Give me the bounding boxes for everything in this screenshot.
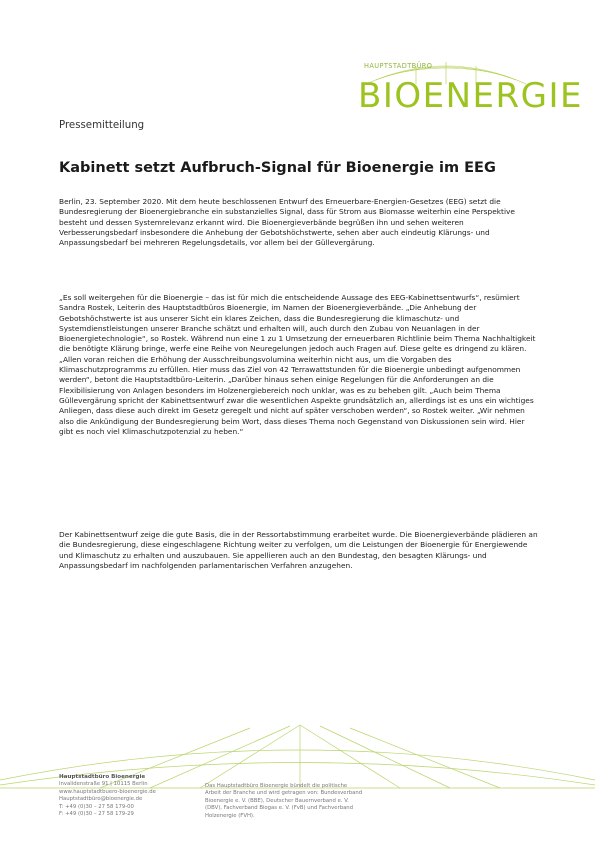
bioenergie-logo bbox=[356, 56, 583, 134]
press-release-label: Pressemitteilung bbox=[59, 120, 145, 131]
paragraph-1: Berlin, 23. September 2020. Mit dem heute beschlossenen Entwurf des Erneuerbare-Energien-Gesetzes (EEG) setzt die Bundesregierung der Bioenergiebranche ein substanzielles Signal, dass für Strom aus Biomasse weiterhin eine Perspektive besteht und dessen Systemrelevanz erkannt wird. Die Bioenergieverbände begrüßen ihn und sehen weiteren Verbesserungsbedarf insbesondere die Anhebung der Gebotshöchstwerte, sehen aber auch eindeutig Klärungs- und Anpassungsbedarf bei mehreren Regelungsdetails, vor allem bei der Güllevergärung. bbox=[59, 197, 515, 248]
footer-about-line: Arbeit der Branche und wird getragen von: Bundesverband bbox=[205, 790, 363, 797]
footer-about-line: (DBV), Fachverband Biogas e. V. (FvB) und Fachverband bbox=[205, 805, 354, 812]
footer-about-line: Holzenergie (FVH). bbox=[205, 812, 255, 819]
footer-email[interactable]: Hauptstadtbüro@bioenergie.de bbox=[59, 796, 143, 803]
logo-big-text: BIOENERGIE bbox=[358, 76, 583, 116]
footer-phone: T: +49 (0)30 – 27 58 179-00 bbox=[59, 803, 134, 810]
footer-title: Hauptstadtbüro Bioenergie bbox=[59, 774, 146, 780]
footer-about bbox=[205, 783, 385, 820]
headline: Kabinett setzt Aufbruch-Signal für Bioenergie im EEG bbox=[59, 160, 496, 176]
footer-website[interactable]: www.hauptstadtbuero-bioenergie.de bbox=[59, 788, 156, 795]
footer-fax: F: +49 (0)30 – 27 58 179-29 bbox=[59, 811, 134, 818]
footer-address: Invalidenstraße 91 | 10115 Berlin bbox=[59, 781, 148, 788]
paragraph-3: Der Kabinettsentwurf zeige die gute Basis, die in der Ressortabstimmung erarbeitet wurde. Die Bioenergieverbände plädieren an die Bundesregierung, diese eingeschlagene Richtung weiter zu verfolgen, um die Leistungen der Bioenergie für Energiewende und Klimaschutz zu erhalten und auszubauen. Sie appellieren auch an den Bundestag, den besagten Klärungs- und Anpassungsbedarf im nachfolgenden parlamentarischen Verfahren anzugehen. bbox=[59, 530, 538, 570]
footer-contact bbox=[59, 774, 199, 818]
paragraph-2: „Es soll weitergehen für die Bioenergie – das ist für mich die entscheidende Aussage des EEG-Kabinettsentwurfs“, resümiert Sandra Rostek, Leiterin des Hauptstadtbüros Bioenergie, im Namen der Bioenergieverbände. „Die Anhebung der Gebotshöchstwerte ist aus unserer Sicht ein klares Zeichen, dass die Bundesregierung die klimaschutz- und Systemdienstleistungen unserer Branche schätzt und erhalten will, auch durch den Zubau von Neuanlagen in der Bioenergietechnologie“, so Rostek. Während nun eine 1 zu 1 Umsetzung der erneuerbaren Richtlinie beim Thema Nachhaltigkeit die benötigte Klärung bringe, werfe eine Reihe von Neuregelungen jedoch auch Fragen auf. Diese gelte es dringend zu klären. „Allen voran reichen die Erhöhung der Ausschreibungsvolumina weiterhin nicht aus, um die Vorgaben des Klimaschutzprogramms zu erfüllen. Hier muss das Ziel von 42 Terrawattstunden für die Bioenergie unbedingt aufgenommen werden“, betont die Hauptstadtbüro-Leiterin. „Darüber hinaus sehen einige Regelungen für die Anforderungen an die Flexibilisierung von Anlagen besonders im Holzenergiebereich noch unklar, was es zu beheben gilt. „Auch beim Thema Güllevergärung spricht der Kabinettsentwurf zwar die wesentlichen Aspekte grundsätzlich an, allerdings ist es uns ein wichtiges Anliegen, dass diese auch direkt im Gesetz geregelt und nicht auf später verschoben werden“, so Rostek weiter. „Wir nehmen also die Ankündigung der Bundesregierung beim Wort, dass dieses Thema noch Gegenstand von Diskussionen sein wird. Hier gibt es noch viel Klimaschutzpotenzial zu heben.“ bbox=[59, 293, 536, 436]
logo-small-text: HAUPTSTADTBÜRO bbox=[364, 62, 433, 70]
footer-about-line: Das Hauptstadtbüro Bioenergie bündelt die politische bbox=[205, 783, 348, 789]
footer-about-line: Bioenergie e. V. (BBE), Deutscher Bauernverband e. V. bbox=[205, 797, 349, 804]
